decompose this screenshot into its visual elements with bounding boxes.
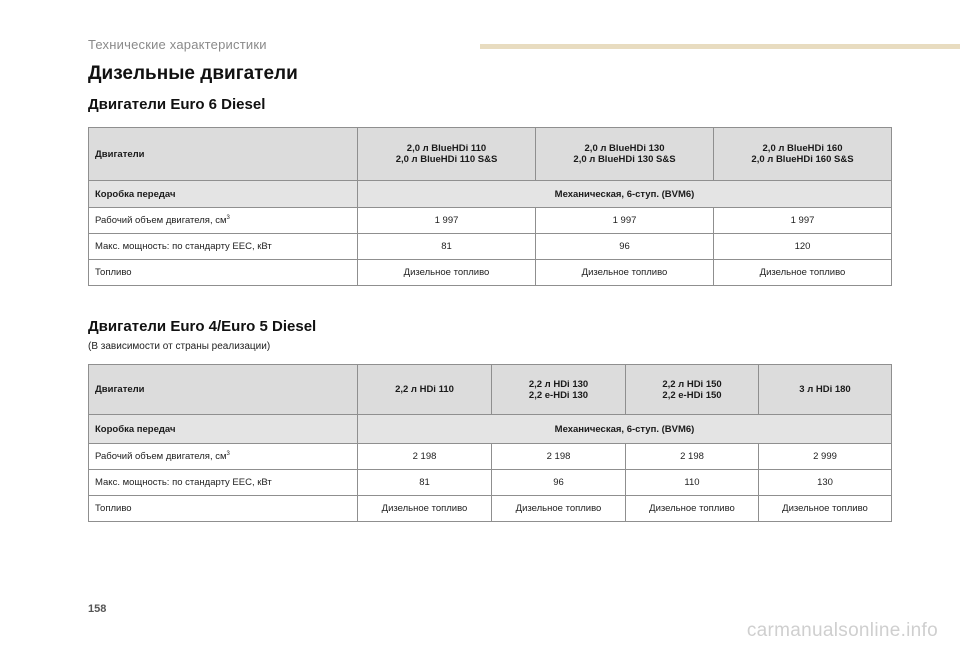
table-cell: 1 997 bbox=[358, 208, 536, 234]
power-label: Макс. мощность: по стандарту ЕЕС, кВт bbox=[89, 234, 358, 260]
table-row bbox=[89, 496, 892, 522]
table-cell: 81 bbox=[358, 470, 492, 496]
engine-header: 2,0 л BlueHDi 110 2,0 л BlueHDi 110 S&S bbox=[358, 128, 536, 181]
engine-header: 2,0 л BlueHDi 130 2,0 л BlueHDi 130 S&S bbox=[536, 128, 714, 181]
table-row bbox=[89, 470, 892, 496]
watermark[interactable]: carmanualsonline.info bbox=[746, 620, 938, 641]
fuel-label: Топливо bbox=[89, 260, 358, 286]
table-row bbox=[89, 444, 892, 470]
availability-note: (В зависимости от страны реализации) bbox=[88, 341, 271, 352]
page-number: 158 bbox=[88, 603, 107, 615]
table-cell: Дизельное топливо bbox=[714, 260, 892, 286]
fuel-label: Топливо bbox=[89, 496, 358, 522]
engine-header: 2,0 л BlueHDi 160 2,0 л BlueHDi 160 S&S bbox=[714, 128, 892, 181]
table-cell: Дизельное топливо bbox=[759, 496, 892, 522]
engine-header: 2,2 л HDi 130 2,2 e-HDi 130 bbox=[492, 365, 626, 415]
section-title: Технические характеристики bbox=[88, 37, 267, 52]
col-header-engines: Двигатели bbox=[89, 365, 358, 415]
table-header-row bbox=[89, 128, 892, 181]
engine-header: 3 л HDi 180 bbox=[759, 365, 892, 415]
euro6-heading: Двигатели Euro 6 Diesel bbox=[88, 96, 266, 113]
table-row bbox=[89, 234, 892, 260]
table-cell: 1 997 bbox=[714, 208, 892, 234]
header-accent-bar bbox=[480, 44, 960, 49]
euro45-spec-table bbox=[88, 364, 892, 522]
displacement-label: Рабочий объем двигателя, $см^3$ bbox=[89, 444, 358, 470]
displacement-label: Рабочий объем двигателя, $см^3$ bbox=[89, 208, 358, 234]
euro6-spec-table bbox=[88, 127, 892, 286]
table-cell: 130 bbox=[759, 470, 892, 496]
table-cell: 120 bbox=[714, 234, 892, 260]
table-cell: 96 bbox=[536, 234, 714, 260]
gearbox-label: Коробка передач bbox=[89, 181, 358, 208]
gearbox-value: Механическая, 6-ступ. (BVM6) bbox=[358, 415, 892, 444]
table-cell: Дизельное топливо bbox=[536, 260, 714, 286]
engine-header: 2,2 л HDi 150 2,2 e-HDi 150 bbox=[626, 365, 759, 415]
table-cell: 81 bbox=[358, 234, 536, 260]
table-cell: 2 198 bbox=[492, 444, 626, 470]
table-cell: Дизельное топливо bbox=[626, 496, 759, 522]
table-cell: 2 999 bbox=[759, 444, 892, 470]
gearbox-row bbox=[89, 181, 892, 208]
table-row bbox=[89, 260, 892, 286]
engine-header: 2,2 л HDi 110 bbox=[358, 365, 492, 415]
table-cell: Дизельное топливо bbox=[492, 496, 626, 522]
table-cell: 1 997 bbox=[536, 208, 714, 234]
table-cell: Дизельное топливо bbox=[358, 260, 536, 286]
table-cell: 2 198 bbox=[358, 444, 492, 470]
table-cell: Дизельное топливо bbox=[358, 496, 492, 522]
col-header-engines: Двигатели bbox=[89, 128, 358, 181]
power-label: Макс. мощность: по стандарту ЕЕС, кВт bbox=[89, 470, 358, 496]
table-header-row bbox=[89, 365, 892, 415]
table-cell: 96 bbox=[492, 470, 626, 496]
gearbox-label: Коробка передач bbox=[89, 415, 358, 444]
gearbox-value: Механическая, 6-ступ. (BVM6) bbox=[358, 181, 892, 208]
table-cell: 110 bbox=[626, 470, 759, 496]
euro45-heading: Двигатели Euro 4/Euro 5 Diesel bbox=[88, 318, 317, 335]
page-title: Дизельные двигатели bbox=[88, 63, 298, 84]
gearbox-row bbox=[89, 415, 892, 444]
table-cell: 2 198 bbox=[626, 444, 759, 470]
table-row bbox=[89, 208, 892, 234]
